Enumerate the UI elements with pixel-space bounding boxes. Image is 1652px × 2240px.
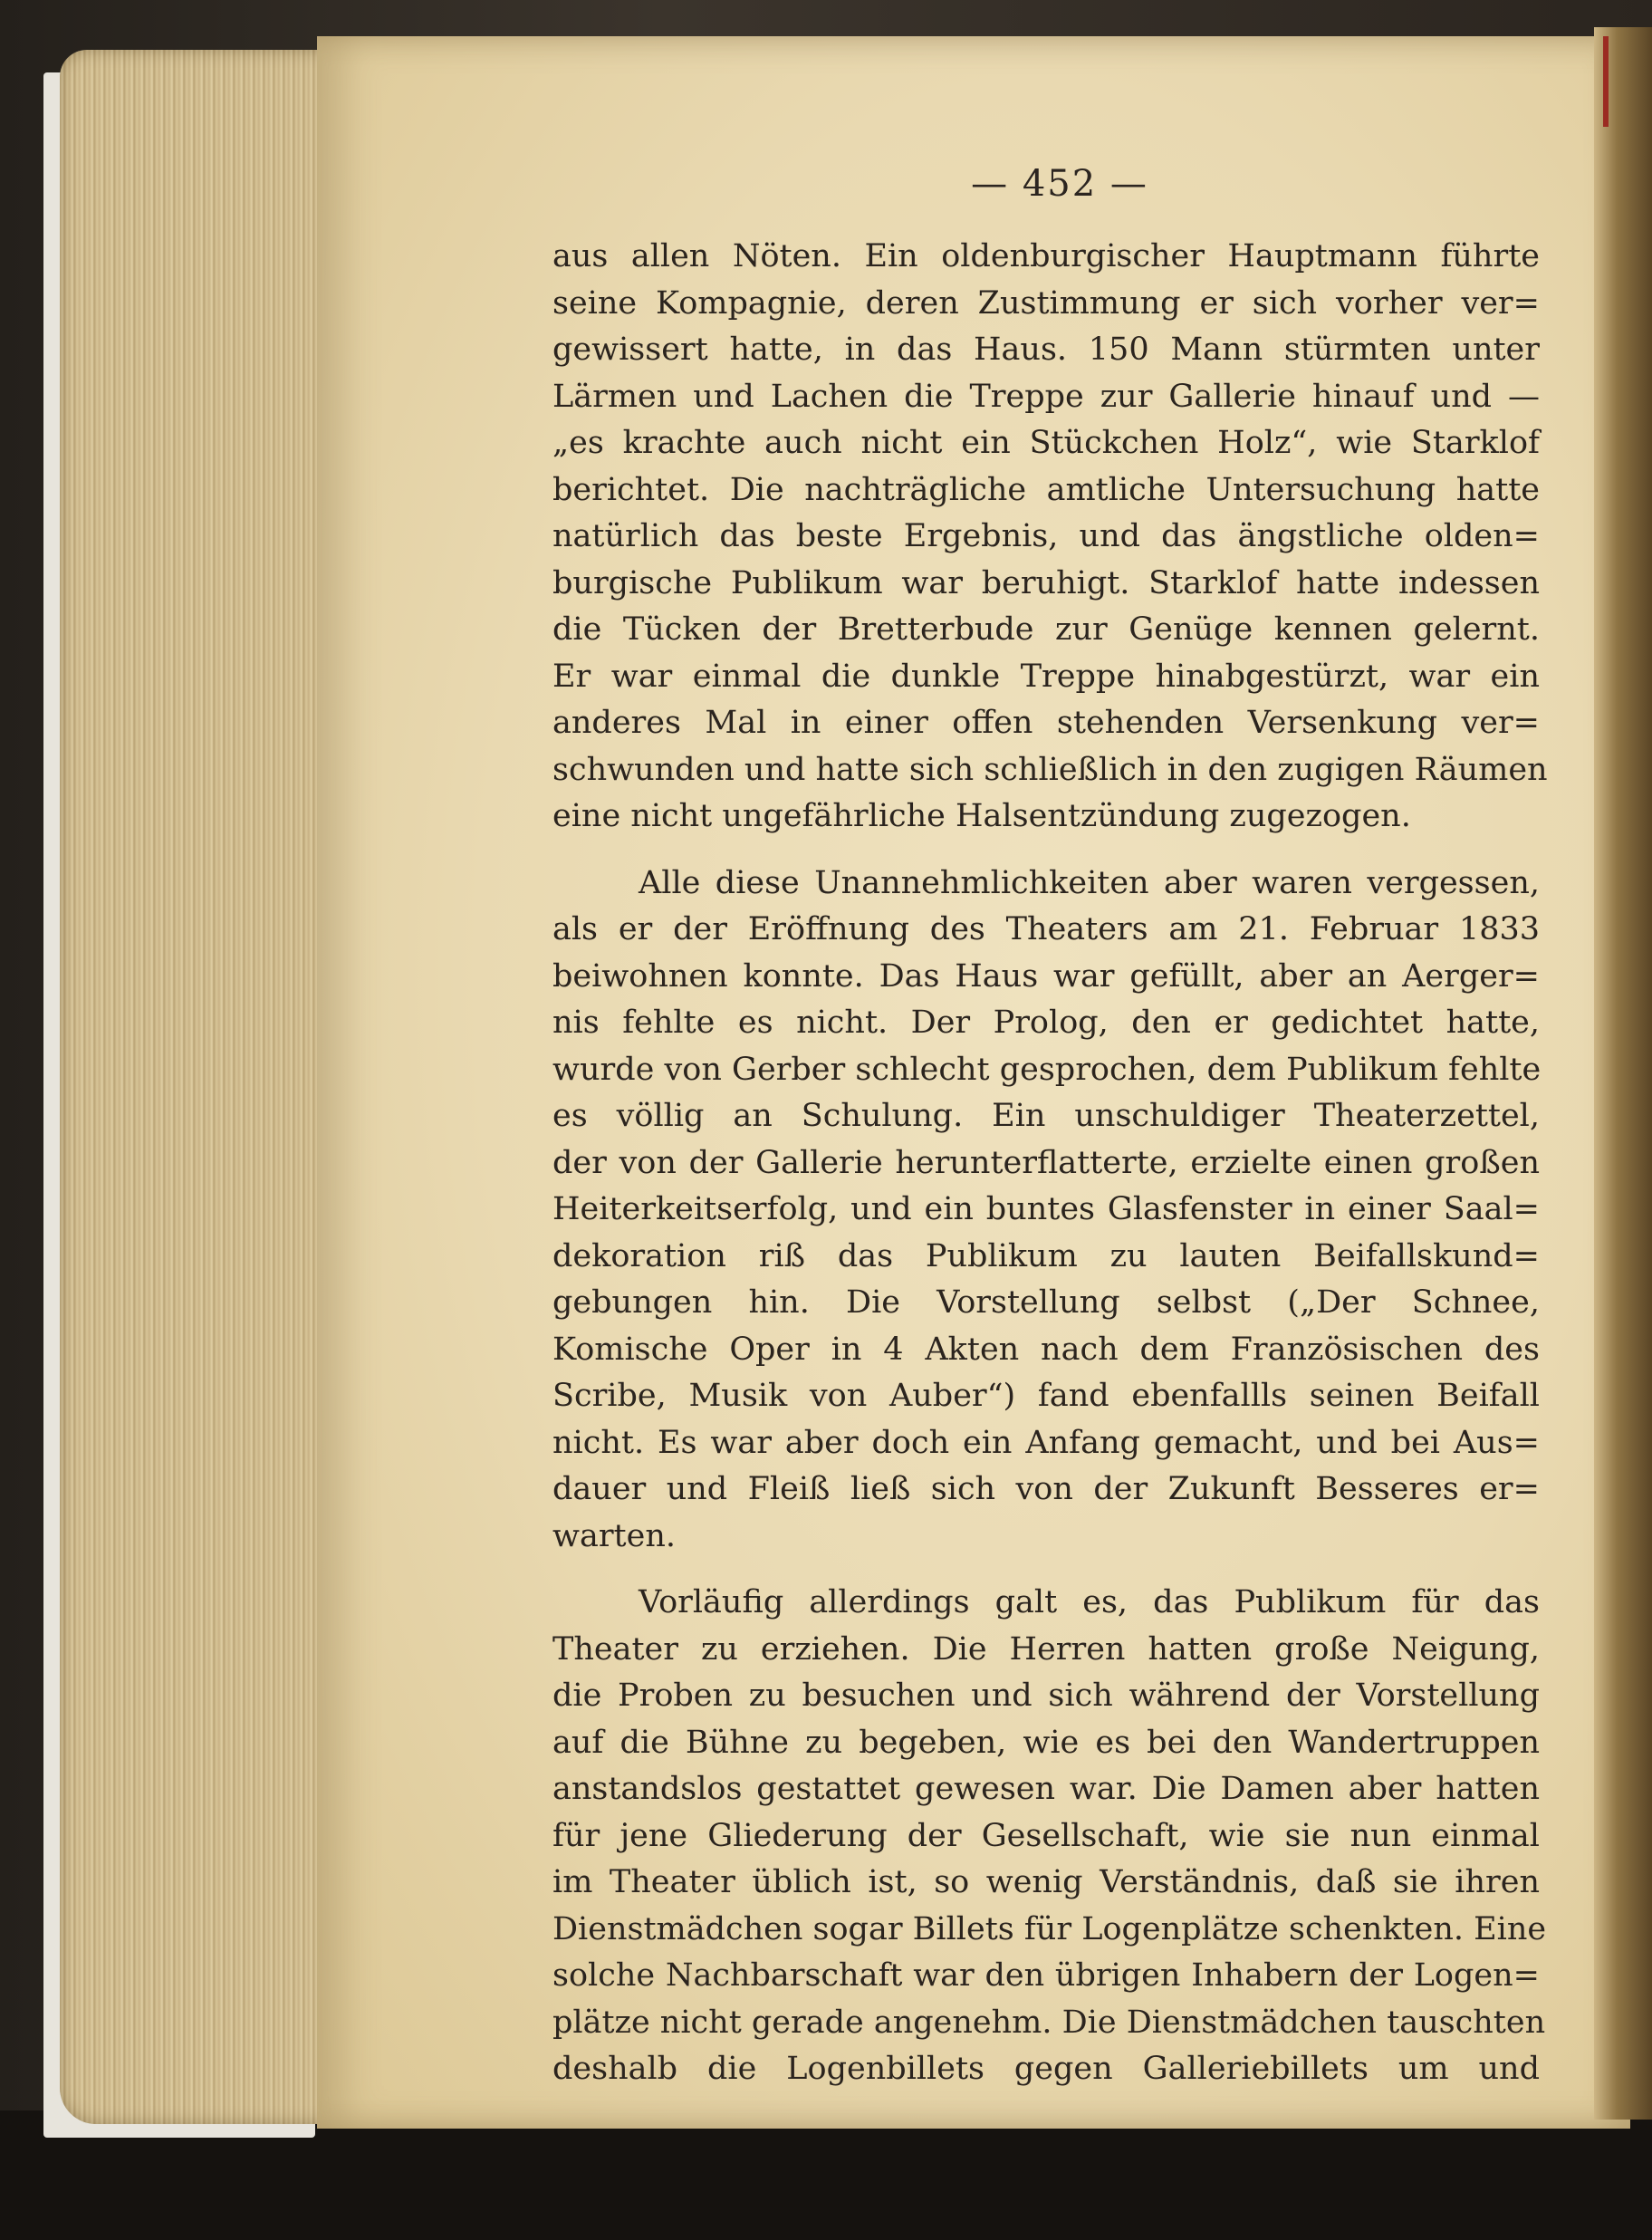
- text-line: die Proben zu besuchen und sich während der Vorstellung: [552, 1678, 1540, 1714]
- text-line: plätze nicht gerade angenehm. Die Dienstmädchen tauschten: [552, 2004, 1546, 2041]
- text-line: dauer und Fleiß ließ sich von der Zukunft Besseres er=: [552, 1471, 1540, 1507]
- text-line: es völlig an Schulung. Ein unschuldiger Theaterzettel,: [552, 1098, 1540, 1134]
- text-line: Alle diese Unannehmlichkeiten aber waren vergessen,: [639, 864, 1540, 901]
- text-line: wurde von Gerber schlecht gesprochen, dem Publikum fehlte: [552, 1051, 1542, 1088]
- paragraph-gap: [552, 841, 1540, 860]
- text-line: anderes Mal in einer offen stehenden Versenkung ver=: [552, 705, 1540, 741]
- red-page-edge: [1603, 36, 1609, 127]
- page-number-header: — 452 —: [971, 163, 1148, 205]
- text-line: als er der Eröffnung des Theaters am 21. Februar 1833: [552, 911, 1540, 947]
- text-line: die Tücken der Bretterbude zur Genüge kennen gelernt.: [552, 611, 1540, 648]
- text-line: Komische Oper in 4 Akten nach dem Französischen des: [552, 1331, 1540, 1368]
- text-line: natürlich das beste Ergebnis, und das ängstliche olden=: [552, 518, 1540, 554]
- text-line: burgische Publikum war beruhigt. Starklof hatte indessen: [552, 564, 1540, 601]
- text-line: Lärmen und Lachen die Treppe zur Gallerie hinauf und —: [552, 378, 1540, 415]
- text-line: deshalb die Logenbillets gegen Galleriebillets um und: [552, 2051, 1540, 2087]
- text-line: gebungen hin. Die Vorstellung selbst („Der Schnee,: [552, 1284, 1540, 1321]
- paragraph-1: [552, 234, 1548, 841]
- text-line: Scribe, Musik von Auber“) fand ebenfallls seinen Beifall: [552, 1378, 1540, 1414]
- text-line: Vorläufig allerdings galt es, das Publikum für das: [639, 1584, 1540, 1620]
- text-line: dekoration riß das Publikum zu lauten Beifallskund=: [552, 1237, 1540, 1274]
- paragraph-3: [552, 1580, 1547, 2093]
- text-line: nis fehlte es nicht. Der Prolog, den er gedichtet hatte,: [552, 1005, 1540, 1041]
- text-line: gewissert hatte, in das Haus. 150 Mann stürmten unter: [552, 332, 1540, 368]
- body-text: [552, 234, 1548, 2093]
- text-line: aus allen Nöten. Ein oldenburgischer Hauptmann führte: [552, 238, 1540, 274]
- text-line: im Theater üblich ist, so wenig Verständnis, daß sie ihren: [552, 1864, 1540, 1900]
- text-line: schwunden und hatte sich schließlich in den zugigen Räumen: [552, 751, 1548, 788]
- text-line: für jene Gliederung der Gesellschaft, wie sie nun einmal: [552, 1817, 1540, 1854]
- text-line: Er war einmal die dunkle Treppe hinabgestürzt, war ein: [552, 658, 1540, 695]
- text-line: warten.: [552, 1517, 677, 1554]
- paragraph-2: [552, 860, 1540, 1561]
- text-line: eine nicht ungefährliche Halsentzündung zugezogen.: [552, 798, 1411, 834]
- text-line: solche Nachbarschaft war den übrigen Inhabern der Logen=: [552, 1957, 1540, 1994]
- text-line: berichtet. Die nachträgliche amtliche Untersuchung hatte: [552, 471, 1540, 508]
- text-line: auf die Bühne zu begeben, wie es bei den Wandertruppen: [552, 1724, 1540, 1761]
- text-line: der von der Gallerie herunterflatterte, erzielte einen großen: [552, 1144, 1540, 1181]
- text-line: Heiterkeitserfolg, und ein buntes Glasfenster in einer Saal=: [552, 1191, 1540, 1227]
- text-line: Theater zu erziehen. Die Herren hatten große Neigung,: [552, 1630, 1540, 1668]
- text-line: Dienstmädchen sogar Billets für Logenplätze schenkten. Eine: [552, 1910, 1547, 1947]
- text-line: „es krachte auch nicht ein Stückchen Holz“, wie Starklof: [552, 425, 1540, 461]
- paragraph-gap: [552, 1560, 1540, 1580]
- text-line: nicht. Es war aber doch ein Anfang gemacht, und bei Aus=: [552, 1424, 1540, 1461]
- text-line: seine Kompagnie, deren Zustimmung er sich vorher ver=: [552, 284, 1540, 322]
- page-edges: [60, 50, 350, 2124]
- text-line: beiwohnen konnte. Das Haus war gefüllt, aber an Aerger=: [552, 957, 1540, 995]
- book-gutter: [1594, 27, 1652, 2120]
- text-line: anstandslos gestattet gewesen war. Die Damen aber hatten: [552, 1771, 1540, 1807]
